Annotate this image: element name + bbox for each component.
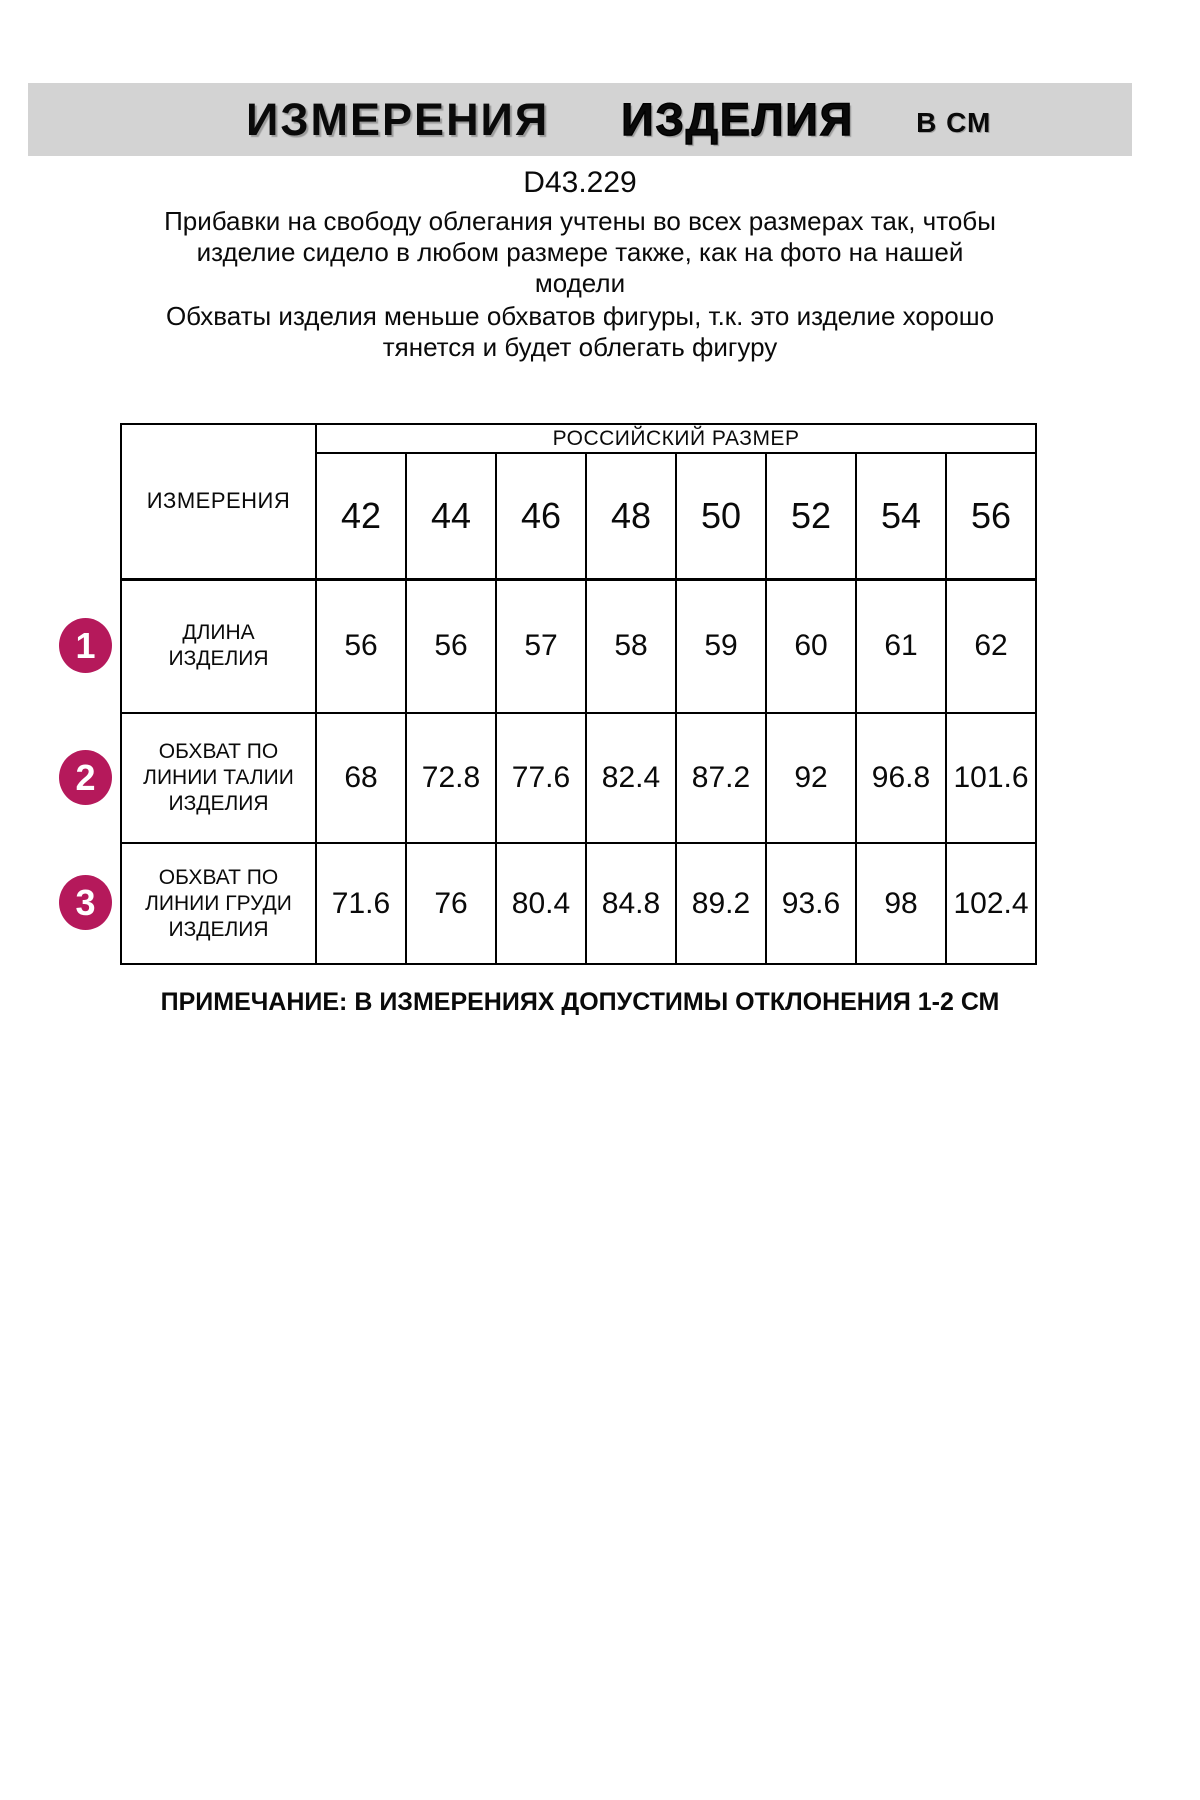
- measurement-value-cell: 96.8: [856, 713, 946, 843]
- size-column-header: 46: [496, 453, 586, 579]
- tolerance-note: ПРИМЕЧАНИЕ: В ИЗМЕРЕНИЯХ ДОПУСТИМЫ ОТКЛОНЕНИЯ 1-2 СМ: [160, 988, 1000, 1016]
- measurement-value-cell: 61: [856, 579, 946, 713]
- title-word-measurements: ИЗМЕРЕНИЯ: [246, 93, 550, 145]
- size-column-header: 42: [316, 453, 406, 579]
- measurement-value-cell: 82.4: [586, 713, 676, 843]
- row-label-line: ИЗДЕЛИЯ: [168, 647, 269, 671]
- measurement-value-cell: 98: [856, 843, 946, 964]
- row-label-line: ДЛИНА: [182, 621, 255, 645]
- table-row-chest: [121, 843, 1036, 964]
- measurement-value-cell: 68: [316, 713, 406, 843]
- row-number-badge-1: 1: [59, 618, 112, 673]
- measurement-value-cell: 93.6: [766, 843, 856, 964]
- title-unit-cm: В СМ: [916, 106, 992, 138]
- measurement-value-cell: 102.4: [946, 843, 1036, 964]
- row-label-line: ЛИНИИ ГРУДИ: [145, 891, 292, 915]
- russian-size-group-header: РОССИЙСКИЙ РАЗМЕР: [316, 424, 1036, 453]
- stretch-note-paragraph: [0, 301, 1160, 363]
- measurement-value-cell: 76: [406, 843, 496, 964]
- measurement-value-cell: 80.4: [496, 843, 586, 964]
- size-column-header: 44: [406, 453, 496, 579]
- size-table-container: [120, 423, 1037, 965]
- size-column-header: 50: [676, 453, 766, 579]
- measurement-value-cell: 56: [316, 579, 406, 713]
- size-table: [120, 423, 1037, 965]
- measurement-row-label: [121, 713, 316, 843]
- measurement-row-label: [121, 579, 316, 713]
- row-label-line: ИЗДЕЛИЯ: [168, 917, 269, 941]
- measurement-value-cell: 89.2: [676, 843, 766, 964]
- measurement-value-cell: 72.8: [406, 713, 496, 843]
- page-title: [246, 83, 991, 156]
- page-title-bar: [28, 83, 1132, 156]
- row-label-line: ОБХВАТ ПО: [158, 865, 279, 889]
- measurement-value-cell: 60: [766, 579, 856, 713]
- measurement-value-cell: 87.2: [676, 713, 766, 843]
- measurement-value-cell: 57: [496, 579, 586, 713]
- size-column-header: 54: [856, 453, 946, 579]
- measurement-value-cell: 101.6: [946, 713, 1036, 843]
- measurement-value-cell: 56: [406, 579, 496, 713]
- size-column-header: 56: [946, 453, 1036, 579]
- row-number-badge-3: 3: [59, 875, 112, 930]
- paragraph-line: тянется и будет облегать фигуру: [382, 332, 778, 362]
- measurement-row-label: [121, 843, 316, 964]
- title-word-product: ИЗДЕЛИЯ: [621, 93, 855, 145]
- model-code: D43.229: [523, 166, 637, 199]
- paragraph-line: изделие сидело в любом размере также, как на фото на нашей: [196, 237, 964, 267]
- measurement-value-cell: 77.6: [496, 713, 586, 843]
- measurement-value-cell: 92: [766, 713, 856, 843]
- measurement-value-cell: 58: [586, 579, 676, 713]
- table-row-length: [121, 579, 1036, 713]
- paragraph-line: модели: [534, 268, 626, 298]
- fit-note-paragraph: [0, 206, 1160, 299]
- table-row-waist: [121, 713, 1036, 843]
- size-column-header: 52: [766, 453, 856, 579]
- measurement-value-cell: 62: [946, 579, 1036, 713]
- row-label-line: ОБХВАТ ПО: [158, 740, 279, 763]
- measurements-column-header: ИЗМЕРЕНИЯ: [121, 424, 316, 579]
- measurement-value-cell: 59: [676, 579, 766, 713]
- row-label-line: ЛИНИИ ТАЛИИ: [143, 766, 294, 789]
- measurement-value-cell: 84.8: [586, 843, 676, 964]
- size-column-header: 48: [586, 453, 676, 579]
- paragraph-line: Обхваты изделия меньше обхватов фигуры, т.к. это изделие хорошо: [165, 301, 995, 331]
- row-number-badge-2: 2: [59, 750, 112, 805]
- paragraph-line: Прибавки на свободу облегания учтены во всех размерах так, чтобы: [164, 206, 996, 236]
- row-label-line: ИЗДЕЛИЯ: [168, 792, 269, 815]
- measurement-value-cell: 71.6: [316, 843, 406, 964]
